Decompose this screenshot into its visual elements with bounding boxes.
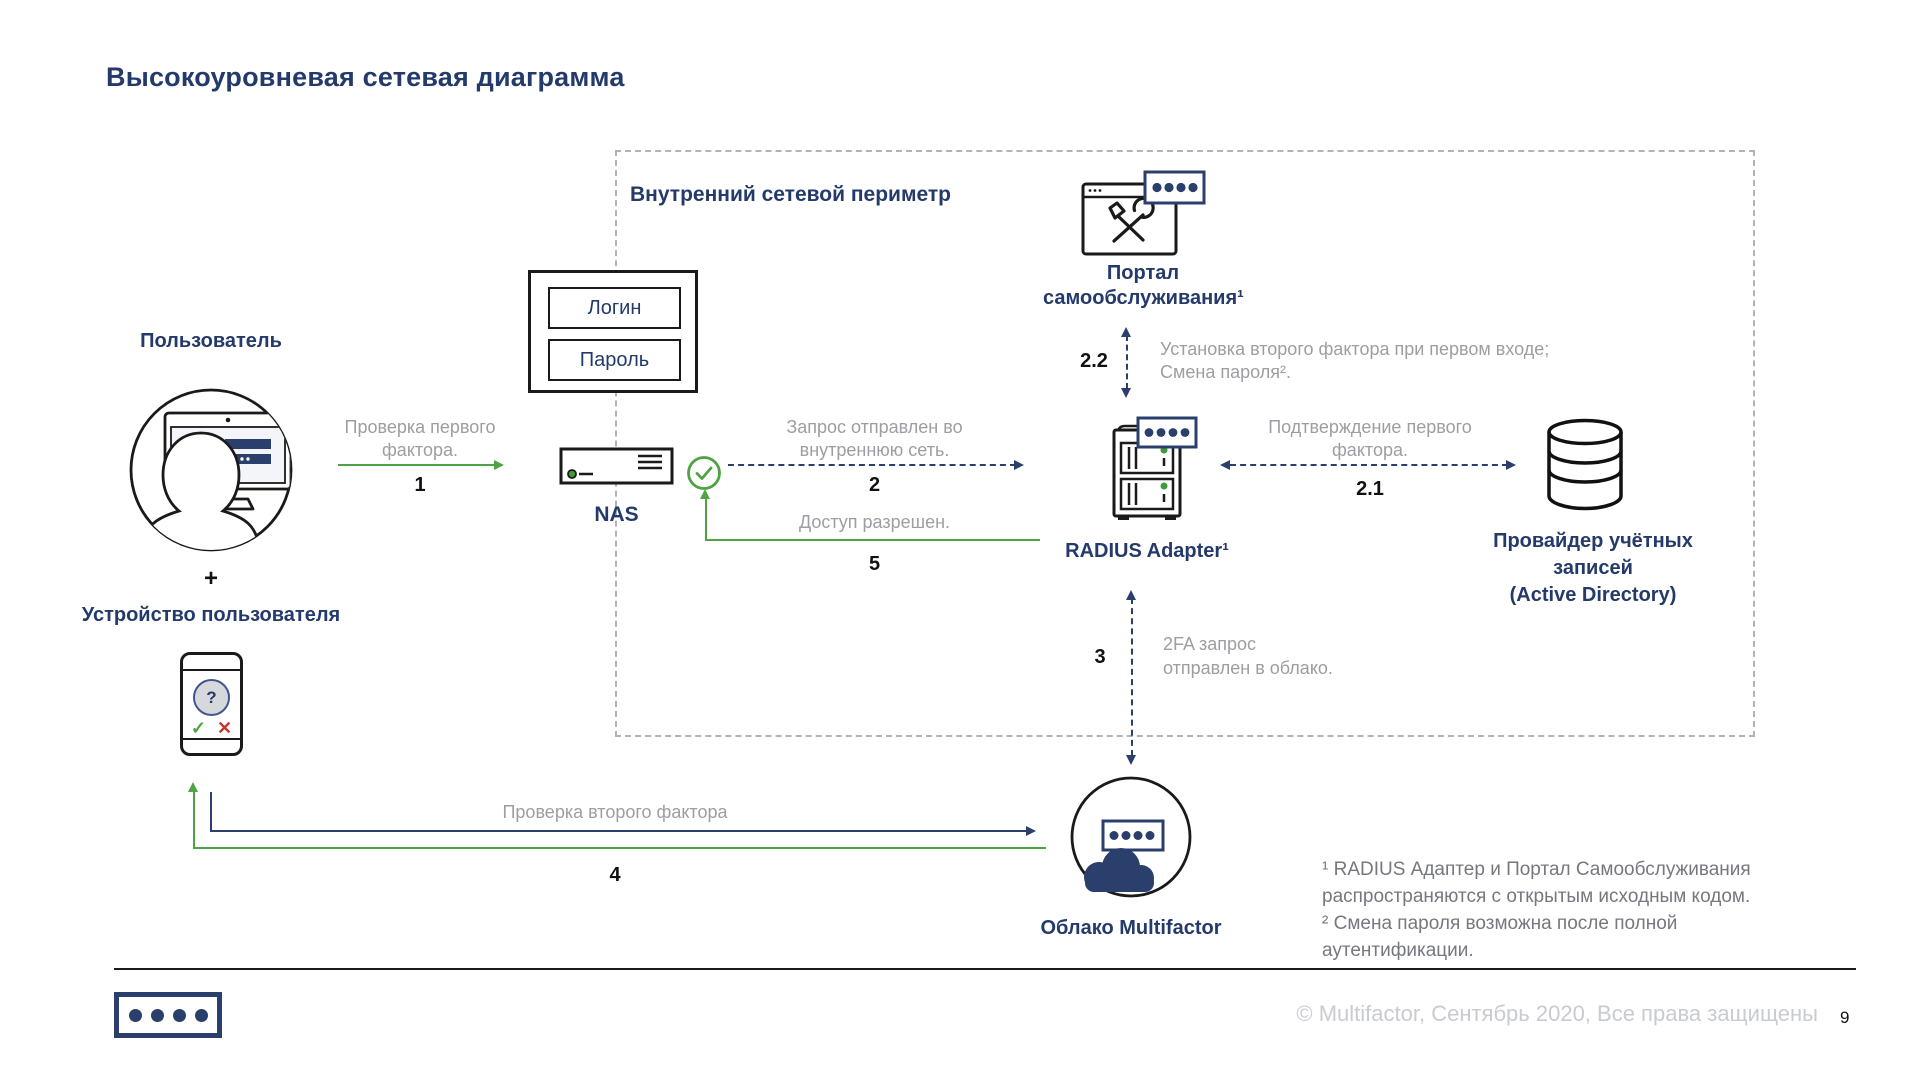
phone-marks <box>183 718 240 739</box>
arrow4-green-line <box>193 847 1046 849</box>
arrow4-green-vertical <box>193 791 195 849</box>
plus-sign: + <box>203 565 218 592</box>
arrow22-head-down <box>1121 388 1131 398</box>
arrow3-head-down <box>1126 755 1136 765</box>
multifactor-logo-icon <box>114 992 222 1038</box>
logo-dot <box>195 1009 208 1022</box>
arrow21-number: 2.1 <box>1356 478 1384 500</box>
footer-divider <box>114 968 1856 970</box>
portal-label-1: Портал <box>1106 262 1180 284</box>
nas-label: NAS <box>594 503 639 526</box>
footnote-line-3: ² Смена пароля возможна после полной <box>1322 913 1678 934</box>
logo-dot <box>129 1009 142 1022</box>
portal-label-2: самообслуживания¹ <box>1043 287 1244 309</box>
login-field: Логин <box>548 287 681 329</box>
arrow5-vertical <box>705 498 707 540</box>
portal-icon <box>1081 170 1206 265</box>
footnote-line-2: распространяются с открытым исходным кодом. <box>1322 886 1751 907</box>
footnote-line-1: ¹ RADIUS Адаптер и Портал Самообслуживания <box>1322 859 1751 880</box>
directory-label-1: Провайдер учётных <box>1493 530 1693 552</box>
directory-label-2: записей <box>1553 557 1633 579</box>
directory-label-3: (Active Directory) <box>1509 584 1677 606</box>
footnotes <box>1322 856 1751 964</box>
arrow4-label: Проверка второго фактора <box>502 802 728 822</box>
arrow21-label-1: Подтверждение первого <box>1268 417 1472 437</box>
arrow22-number: 2.2 <box>1080 350 1108 372</box>
arrow4-number: 4 <box>609 864 621 886</box>
arrow21-head-left <box>1220 460 1230 470</box>
arrow4-navy-vertical <box>210 792 212 832</box>
database-icon <box>1544 417 1626 513</box>
arrow3-label-2: отправлен в облако. <box>1163 658 1333 678</box>
logo-dot <box>151 1009 164 1022</box>
arrow4-navy-head <box>1026 826 1036 836</box>
multifactor-badge <box>1145 172 1204 203</box>
cloud-label: Облако Multifactor <box>1040 917 1222 939</box>
password-field: Пароль <box>548 339 681 381</box>
nas-icon <box>559 447 674 485</box>
arrow3-number: 3 <box>1094 646 1106 668</box>
arrow5-number: 5 <box>868 553 881 575</box>
user-icon <box>128 387 294 553</box>
logo-dot <box>173 1009 186 1022</box>
arrow4-navy-line <box>210 830 1028 832</box>
phone-icon <box>180 652 243 756</box>
arrow22-label-1: Установка второго фактора при первом входе; <box>1160 339 1550 359</box>
arrow2-number: 2 <box>868 474 881 496</box>
check-icon: ✓ <box>190 718 206 738</box>
question-badge: ? <box>193 679 230 716</box>
arrow21-line <box>1230 464 1508 466</box>
credentials-box <box>528 270 698 393</box>
arrow2-label-1: Запрос отправлен во <box>786 417 963 437</box>
multifactor-badge <box>1138 418 1196 447</box>
radius-label: RADIUS Adapter¹ <box>1065 540 1229 562</box>
perimeter-label: Внутренний сетевой периметр <box>630 183 951 206</box>
arrow3-line <box>1131 598 1133 756</box>
user-label: Пользователь <box>140 330 282 352</box>
arrow2-label-2: внутреннюю сеть. <box>799 440 950 460</box>
page-title: Высокоуровневая сетевая диаграмма <box>106 62 625 92</box>
check-circle-icon <box>686 455 722 491</box>
cloud-icon <box>1065 775 1197 907</box>
arrow5-label: Доступ разрешен. <box>798 512 951 532</box>
phone-top-band <box>183 669 240 671</box>
arrow1-label-2: фактора. <box>382 440 458 460</box>
multifactor-badge <box>1103 821 1163 850</box>
copyright-text: © Multifactor, Сентябрь 2020, Все права защищены <box>1296 1001 1818 1026</box>
arrow1-label-1: Проверка первого <box>344 417 496 437</box>
device-label: Устройство пользователя <box>81 604 341 626</box>
arrow1-line <box>338 464 496 466</box>
arrow21-head-right <box>1506 460 1516 470</box>
arrow21-label-2: фактора. <box>1332 440 1408 460</box>
arrow1-number: 1 <box>414 474 426 496</box>
cross-icon: ✕ <box>217 718 233 738</box>
arrow2-line <box>728 464 1016 466</box>
arrow22-line <box>1126 335 1128 389</box>
arrow5-line <box>705 539 1040 541</box>
radius-adapter-icon <box>1098 416 1198 522</box>
arrow3-label-1: 2FA запрос <box>1163 634 1257 654</box>
page-number: 9 <box>1840 1008 1850 1027</box>
footnote-line-4: аутентификации. <box>1322 940 1474 961</box>
arrow22-label-2: Смена пароля². <box>1160 362 1291 382</box>
